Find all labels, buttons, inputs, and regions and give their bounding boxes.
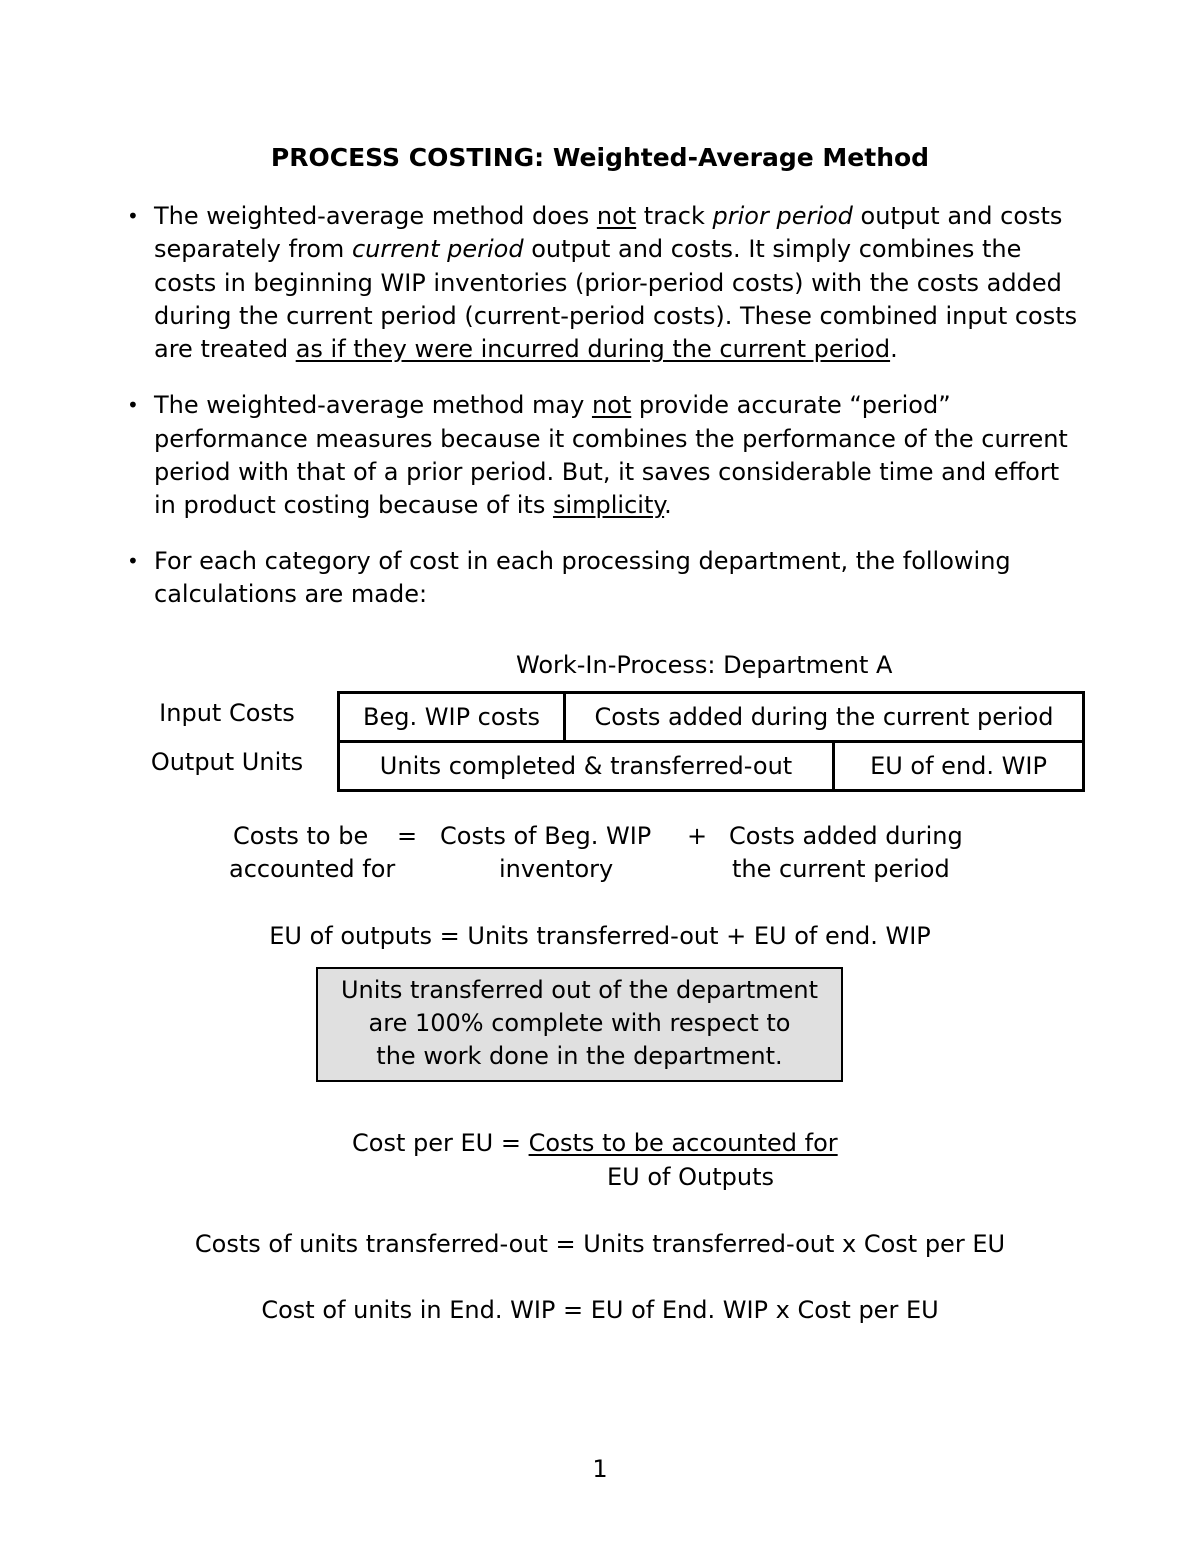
- output-units-label: Output Units: [150, 748, 304, 776]
- end-wip-cost-equation: Cost of units in End. WIP = EU of End. WIP x Cost per EU: [261, 1296, 939, 1324]
- eu-end-wip-cell: EU of end. WIP: [832, 740, 1085, 792]
- page-number: 1: [592, 1455, 608, 1483]
- costs-added-line2: the current period: [732, 855, 950, 883]
- costs-to-be-accounted-line1: Costs to be: [233, 822, 369, 850]
- note-line-3: the work done in the department.: [376, 1042, 783, 1070]
- bullet-list: [127, 200, 1087, 634]
- transferred-out-cost-equation: Costs of units transferred-out = Units transferred-out x Cost per EU: [194, 1230, 1006, 1258]
- costs-added-line1: Costs added during: [729, 822, 963, 850]
- costs-added-cell: Costs added during the current period: [563, 691, 1085, 743]
- bullet-calculations: • For each category of cost in each processing department, the following calculations are made:: [127, 545, 1087, 612]
- eu-of-outputs-equation: EU of outputs = Units transferred-out + EU of end. WIP: [269, 922, 931, 950]
- note-line-2: are 100% complete with respect to: [368, 1009, 791, 1037]
- equals-sign: =: [397, 822, 418, 850]
- cost-per-eu-denominator: EU of Outputs: [607, 1163, 774, 1191]
- costs-to-be-accounted-line2: accounted for: [229, 855, 396, 883]
- note-line-1: Units transferred out of the department: [340, 976, 818, 1004]
- plus-sign: +: [687, 822, 708, 850]
- costs-beg-wip-line2: inventory: [499, 855, 614, 883]
- costs-beg-wip-line1: Costs of Beg. WIP: [440, 822, 652, 850]
- bullet-performance-measures: • The weighted-average method may not provide accurate “period” performance measures because it combines the performance of the current period with that of a prior period. But, it saves considerable time and effort in product costing because of its simplicity.: [127, 389, 1087, 522]
- bullet-weighted-average-description: • The weighted-average method does not track prior period output and costs separately from current period output and costs. It simply combines the costs in beginning WIP inventories (prior-period costs) with the costs added during the current period (current-period costs). These combined input costs are treated as if they were incurred during the current period.: [127, 200, 1087, 366]
- input-costs-label: Input Costs: [159, 699, 295, 727]
- completion-note-box: [316, 967, 843, 1082]
- page-title: PROCESS COSTING: Weighted-Average Method: [270, 143, 930, 172]
- units-completed-cell: Units completed & transferred-out: [337, 740, 835, 792]
- cost-per-eu-equation: Cost per EU = Costs to be accounted for: [352, 1129, 838, 1157]
- beg-wip-costs-cell: Beg. WIP costs: [337, 691, 566, 743]
- wip-account-title: Work-In-Process: Department A: [516, 651, 893, 679]
